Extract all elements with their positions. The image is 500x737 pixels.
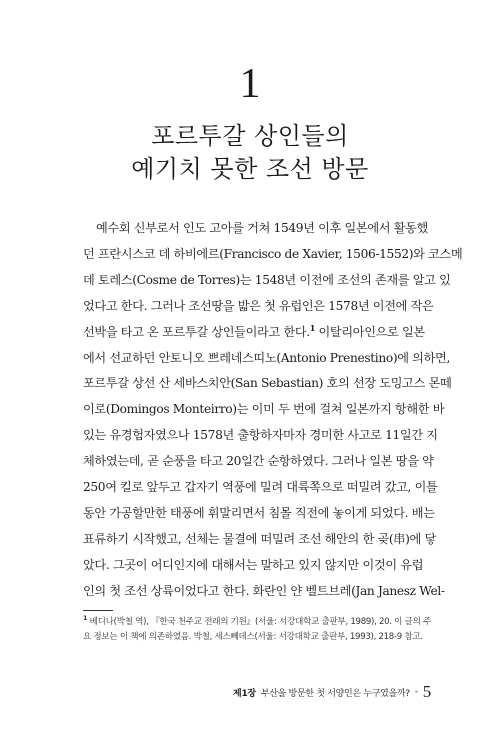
body-paragraph	[83, 216, 463, 605]
body-line: 었다고 한다. 그러나 조선땅을 밟은 첫 유럽인은 1578년 이전에 작은	[83, 298, 434, 313]
footnote-divider	[83, 610, 113, 611]
footnote-text: 베디나(박철 역), 『한국 천주교 전래의 기원』(서울: 서강대학교 출판부, 1989), 20. 이 글의 주	[87, 617, 432, 627]
body-line: 250여 킬로 앞두고 갑자기 역풍에 밀려 대륙쪽으로 떠밀려 갔고, 이틀	[83, 480, 438, 495]
running-footer	[233, 682, 431, 702]
body-line	[83, 320, 425, 346]
body-line: 표류하기 시작했고, 선체는 물결에 떠밀려 조선 해안의 한 곶(串)에 닿	[83, 531, 436, 546]
footnote-line: 요 정보는 이 책에 의존하였음. 박철, 세스뻬데스(서울: 서강대학교 출판부, 1993), 218-9 참고.	[83, 632, 423, 642]
footnote-line	[83, 614, 432, 630]
body-line-text: 이탈리아인으로 일본	[314, 324, 425, 339]
page-number: 5	[422, 682, 431, 701]
footnote-marker: 1	[83, 614, 88, 623]
footer-chapter-label: 제1장	[233, 688, 256, 699]
body-line: 데 토레스(Cosme de Torres)는 1548년 이전에 조선의 존재를 알고 있	[83, 272, 451, 287]
body-line: 에서 선교하던 안토니오 쁘레네스띠노(Antonio Prenestino)에 의하면,	[83, 350, 450, 365]
body-line: 체하였는데, 곧 순풍을 타고 20일간 순항하였다. 그러나 일본 땅을 약	[83, 454, 434, 469]
body-line: 있는 유경험자였으나 1578년 출항하자마자 경미한 사고로 11일간 지	[83, 428, 438, 443]
footnote-reference[interactable]: 1	[309, 322, 315, 333]
chapter-title	[0, 120, 500, 186]
body-line: 예수회 신부로서 인도 고아를 거쳐 1549년 이후 일본에서 활동했	[96, 221, 428, 235]
chapter-number: 1	[239, 61, 261, 107]
footer-separator: -	[414, 687, 418, 697]
chapter-title-line: 예기치 못한 조선 방문	[131, 155, 369, 183]
body-line: 동안 가공할만한 태풍에 휘말리면서 침몰 직전에 놓이게 되었다. 배는	[83, 505, 435, 520]
body-line: 던 프란시스코 데 하비에르(Francisco de Xavier, 1506-1552)와 코스메	[83, 246, 463, 261]
body-line: 이로(Domingos Monteirro)는 이미 두 번에 걸쳐 일본까지 항해한 바	[83, 402, 445, 417]
body-line: 포르투갈 상선 산 세바스치안(San Sebastian) 호의 선장 도밍고스 몬떼	[83, 376, 452, 391]
footer-running-title: 부산을 방문한 첫 서양인은 누구였을까?	[260, 688, 410, 699]
body-line: 았다. 그곳이 어디인지에 대해서는 말하고 있지 않지만 이것이 유럽	[83, 557, 424, 572]
body-line-text: 선박을 타고 온 포르투갈 상인들이라고 한다.	[83, 324, 310, 339]
chapter-title-line: 포르투갈 상인들의	[151, 122, 349, 150]
body-line: 인의 첫 조선 상륙이었다고 한다. 화란인 얀 벨트브레(Jan Janesz Wel-	[83, 583, 445, 598]
footnote	[83, 614, 432, 645]
